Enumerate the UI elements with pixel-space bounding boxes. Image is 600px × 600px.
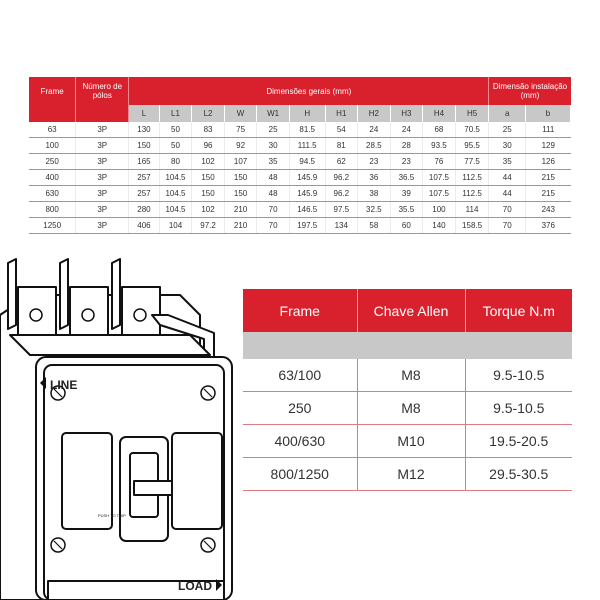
table-row	[29, 186, 571, 202]
table-cell: 3P	[76, 202, 129, 218]
table-cell: 68	[423, 122, 456, 138]
table-cell: 280	[129, 202, 160, 218]
table-cell: 146.5	[289, 202, 325, 218]
table-cell: 140	[423, 218, 456, 234]
table-row	[243, 425, 572, 458]
table-cell: 107	[224, 154, 257, 170]
table-cell: 150	[224, 170, 257, 186]
torque-header-cell: Chave Allen	[357, 289, 465, 332]
table-cell: 48	[257, 170, 290, 186]
table-cell: 36	[358, 170, 391, 186]
table-cell: 150	[224, 186, 257, 202]
table-cell: 28.5	[358, 138, 391, 154]
table-cell: 81.5	[289, 122, 325, 138]
table-row	[243, 458, 572, 491]
table-cell: 23	[358, 154, 391, 170]
table-cell: 62	[325, 154, 358, 170]
table-cell: 58	[358, 218, 391, 234]
table-cell: 150	[129, 138, 160, 154]
subheader-blank	[29, 105, 76, 122]
table-cell: 50	[159, 138, 192, 154]
table-cell: 19.5-20.5	[465, 425, 572, 458]
line-label: LINE	[50, 378, 78, 392]
frame-header: Frame	[29, 77, 76, 105]
table-cell: 60	[390, 218, 423, 234]
table-row	[243, 359, 572, 392]
table-cell: 76	[423, 154, 456, 170]
table-cell: M10	[357, 425, 465, 458]
table-cell: 9.5-10.5	[465, 359, 572, 392]
table-cell: 197.5	[289, 218, 325, 234]
table-cell: 80	[159, 154, 192, 170]
table-cell: 130	[129, 122, 160, 138]
dimension-subheader: H1	[325, 105, 358, 122]
table-cell: 129	[526, 138, 571, 154]
table-cell: 96	[192, 138, 225, 154]
torque-header-cell: Frame	[243, 289, 357, 332]
table-cell: 97.2	[192, 218, 225, 234]
table-cell: 28	[390, 138, 423, 154]
table-cell: 92	[224, 138, 257, 154]
table-cell: 24	[358, 122, 391, 138]
table-cell: 96.2	[325, 170, 358, 186]
table-row	[29, 122, 571, 138]
table-cell: 107.5	[423, 186, 456, 202]
dimension-subheader: L1	[159, 105, 192, 122]
torque-table	[243, 289, 572, 491]
table-row	[29, 138, 571, 154]
table-cell: 63	[29, 122, 76, 138]
table-cell: 23	[390, 154, 423, 170]
table-cell: 145.9	[289, 170, 325, 186]
table-cell: 93.5	[423, 138, 456, 154]
table-cell: 9.5-10.5	[465, 392, 572, 425]
torque-table-body	[243, 332, 572, 491]
push-to-trip-label: PUSH TO TRIP	[98, 513, 126, 518]
table-cell: 406	[129, 218, 160, 234]
table-cell: 3P	[76, 186, 129, 202]
table-cell: 243	[526, 202, 571, 218]
dimension-subheader: a	[489, 105, 526, 122]
table-cell: 35.5	[390, 202, 423, 218]
table-cell: 97.5	[325, 202, 358, 218]
table-row	[29, 202, 571, 218]
table-cell: 38	[358, 186, 391, 202]
table-cell: 400	[29, 170, 76, 186]
table-cell: 44	[489, 186, 526, 202]
table-row	[29, 170, 571, 186]
table-cell: 35	[489, 154, 526, 170]
dimension-subheader: H5	[455, 105, 489, 122]
dimension-subheader: H	[289, 105, 325, 122]
dimensions-table	[29, 77, 571, 234]
table-cell: 104.5	[159, 186, 192, 202]
dimensions-header-row	[29, 77, 571, 105]
table-cell: 70.5	[455, 122, 489, 138]
table-cell: 81	[325, 138, 358, 154]
table-cell: 112.5	[455, 186, 489, 202]
torque-header-row	[243, 289, 572, 332]
dimension-subheader: H3	[390, 105, 423, 122]
table-cell: 150	[192, 186, 225, 202]
table-cell: 25	[489, 122, 526, 138]
table-cell: 111.5	[289, 138, 325, 154]
table-cell: 3P	[76, 218, 129, 234]
table-cell: 95.5	[455, 138, 489, 154]
table-cell: 30	[489, 138, 526, 154]
table-cell: 48	[257, 186, 290, 202]
table-cell: 104	[159, 218, 192, 234]
dimension-subheader: b	[526, 105, 571, 122]
dimension-subheader: H4	[423, 105, 456, 122]
table-cell: 112.5	[455, 170, 489, 186]
table-cell: 107.5	[423, 170, 456, 186]
table-cell: 210	[224, 218, 257, 234]
table-cell: 102	[192, 202, 225, 218]
torque-spacer-row	[243, 332, 572, 359]
table-cell: 30	[257, 138, 290, 154]
table-cell: 210	[224, 202, 257, 218]
table-cell: 96.2	[325, 186, 358, 202]
table-cell: 3P	[76, 122, 129, 138]
dimensions-subheader-row	[29, 105, 571, 122]
installation-dimensions-header: Dimensão instalação (mm)	[489, 77, 571, 105]
dimension-subheader: L	[129, 105, 160, 122]
general-dimensions-header: Dimensões gerais (mm)	[129, 77, 489, 105]
dimension-subheader: H2	[358, 105, 391, 122]
table-cell: 77.5	[455, 154, 489, 170]
table-cell: 126	[526, 154, 571, 170]
table-cell: 3P	[76, 154, 129, 170]
table-cell: M8	[357, 392, 465, 425]
dimension-subheader: L2	[192, 105, 225, 122]
table-cell: 70	[257, 202, 290, 218]
table-cell: 3P	[76, 170, 129, 186]
table-cell: 800/1250	[243, 458, 357, 491]
table-cell: 400/630	[243, 425, 357, 458]
table-cell: 134	[325, 218, 358, 234]
table-cell: 165	[129, 154, 160, 170]
table-cell: 630	[29, 186, 76, 202]
table-cell: 104.5	[159, 202, 192, 218]
table-cell: 100	[423, 202, 456, 218]
torque-header-cell: Torque N.m	[465, 289, 572, 332]
dimension-subheader: W	[224, 105, 257, 122]
table-cell: 257	[129, 186, 160, 202]
table-cell: 1250	[29, 218, 76, 234]
poles-header: Número de pólos	[76, 77, 129, 105]
table-cell: 44	[489, 170, 526, 186]
table-cell: 36.5	[390, 170, 423, 186]
table-cell: 111	[526, 122, 571, 138]
table-cell: 250	[29, 154, 76, 170]
table-cell: 94.5	[289, 154, 325, 170]
table-cell: M8	[357, 359, 465, 392]
table-cell: 83	[192, 122, 225, 138]
table-cell: 35	[257, 154, 290, 170]
table-cell: 3P	[76, 138, 129, 154]
table-cell: 800	[29, 202, 76, 218]
table-cell: 150	[192, 170, 225, 186]
subheader-blank	[76, 105, 129, 122]
load-label: LOAD	[178, 579, 212, 593]
table-cell: 376	[526, 218, 571, 234]
circuit-breaker-illustration	[0, 255, 240, 600]
table-cell: 114	[455, 202, 489, 218]
table-cell: 215	[526, 170, 571, 186]
dimensions-table-body	[29, 122, 571, 234]
table-cell: 29.5-30.5	[465, 458, 572, 491]
table-cell: M12	[357, 458, 465, 491]
table-cell: 32.5	[358, 202, 391, 218]
table-cell: 70	[489, 202, 526, 218]
table-cell: 104.5	[159, 170, 192, 186]
table-row	[243, 392, 572, 425]
table-row	[29, 154, 571, 170]
table-cell: 39	[390, 186, 423, 202]
table-cell: 50	[159, 122, 192, 138]
table-cell: 70	[257, 218, 290, 234]
table-cell: 54	[325, 122, 358, 138]
table-cell: 63/100	[243, 359, 357, 392]
table-cell: 100	[29, 138, 76, 154]
dimension-subheader: W1	[257, 105, 290, 122]
table-cell: 250	[243, 392, 357, 425]
table-cell: 215	[526, 186, 571, 202]
table-cell: 102	[192, 154, 225, 170]
table-cell: 257	[129, 170, 160, 186]
table-cell: 145.9	[289, 186, 325, 202]
table-cell: 158.5	[455, 218, 489, 234]
table-row	[29, 218, 571, 234]
table-cell: 25	[257, 122, 290, 138]
table-cell: 70	[489, 218, 526, 234]
table-cell: 75	[224, 122, 257, 138]
table-cell: 24	[390, 122, 423, 138]
